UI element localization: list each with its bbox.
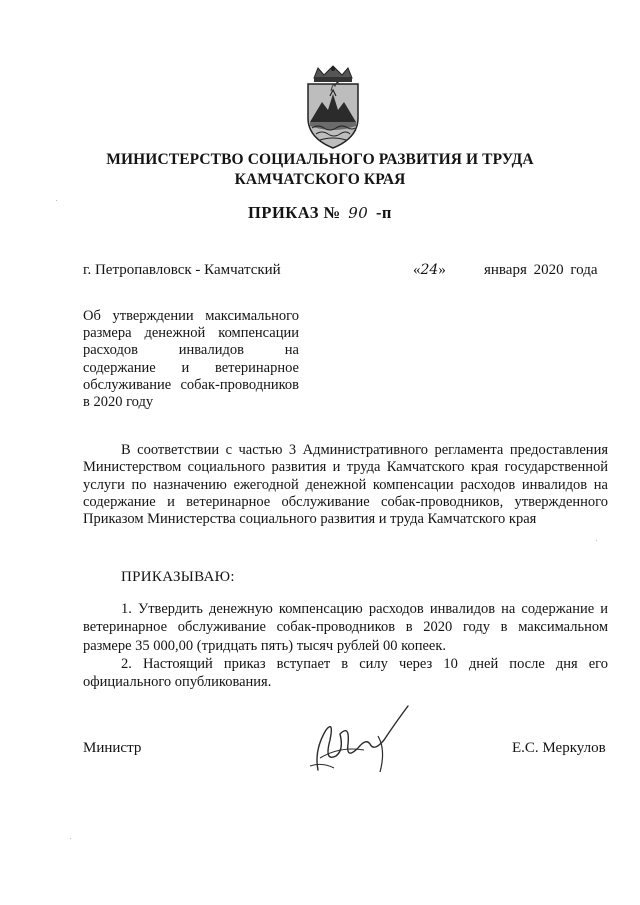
order-suffix: -п <box>375 203 392 222</box>
order-subject: Об утверждении максимального размера денежной компенсации расходов инвалидов на содержание и ветеринарное обслуживание собак-проводников в 2020 году <box>83 308 299 411</box>
signatory-name: Е.С. Меркулов <box>512 740 606 756</box>
handwritten-signature-icon <box>300 700 420 780</box>
order-item-2: 2. Настоящий приказ вступает в силу через 10 дней после дня его официального опубликования. <box>83 655 608 691</box>
order-preamble: В соответствии с частью 3 Административного регламента предоставления Министерством социального развития и труда Камчатского края государственной услуги по назначению ежегодной денежной компенсации расходов инвалидов на содержание и ветеринарное обслуживание собак-проводников, утвержденного Приказом Министерства социального развития и труда Камчатского края <box>83 442 608 528</box>
order-title-prefix: ПРИКАЗ № <box>248 203 341 222</box>
date-day-open-quote: « <box>413 262 421 278</box>
scan-speck <box>56 200 57 201</box>
scan-speck <box>596 540 597 541</box>
order-title <box>0 203 640 223</box>
order-command: ПРИКАЗЫВАЮ: <box>121 569 235 585</box>
ministry-name-line2: КАМЧАТСКОГО КРАЯ <box>234 171 406 188</box>
date-day-close-quote: » <box>438 262 446 278</box>
ministry-header <box>0 150 640 190</box>
order-number-handwritten: 90 <box>348 204 369 222</box>
scan-speck <box>70 838 71 839</box>
date-month-year: января 2020 года <box>484 262 598 278</box>
coat-of-arms-icon <box>300 64 366 150</box>
order-item-1: 1. Утвердить денежную компенсацию расходов инвалидов на содержание и ветеринарное обслуживание собак-проводников в 2020 году в максимальном размере 35 000,00 (тридцать пять) тысяч рублей 00 копеек. <box>83 601 608 654</box>
signatory-position: Министр <box>83 740 142 756</box>
date-day <box>413 262 446 279</box>
ministry-name-line1: МИНИСТЕРСТВО СОЦИАЛЬНОГО РАЗВИТИЯ И ТРУДА <box>106 151 534 168</box>
order-items <box>83 600 608 691</box>
city-label: г. Петропавловск - Камчатский <box>83 262 281 278</box>
date-day-handwritten: 24 <box>420 262 439 278</box>
